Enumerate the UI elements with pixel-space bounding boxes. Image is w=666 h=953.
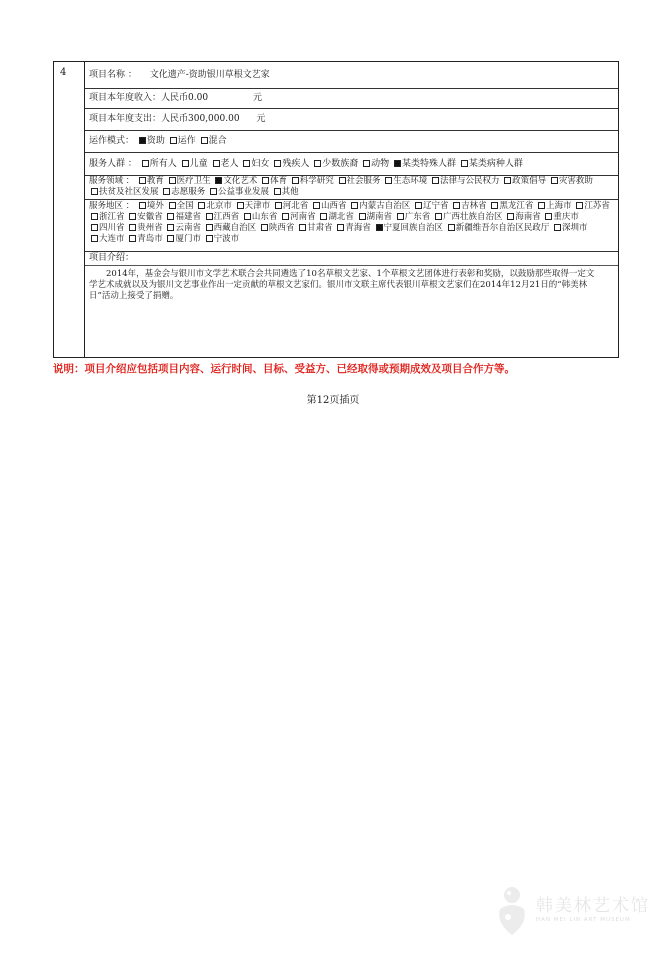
field-option-label: 社会服务 [346, 176, 381, 186]
region-option [204, 212, 240, 222]
field-checkbox[interactable] [432, 177, 439, 184]
region-option [235, 201, 271, 211]
region-option [395, 212, 431, 222]
region-option-label: 北京市 [206, 201, 232, 211]
field-checkbox[interactable] [504, 177, 511, 184]
field-checkbox[interactable] [292, 177, 299, 184]
expense-unit: 元 [256, 114, 266, 124]
region-option-label: 境外 [146, 201, 164, 211]
people-option [459, 159, 523, 169]
field-option [430, 176, 500, 186]
field-checkbox[interactable] [274, 188, 281, 195]
region-option [446, 223, 550, 233]
region-option-label: 天津市 [244, 201, 271, 211]
form-rows [85, 62, 618, 357]
people-option [211, 159, 239, 169]
region-option [489, 201, 533, 211]
mode-label: 运作模式： [89, 136, 135, 146]
field-option [502, 176, 546, 186]
field-option-label: 科学研究 [299, 176, 334, 186]
mode-checkbox-funding[interactable] [139, 137, 146, 144]
region-option-label: 大连市 [99, 234, 125, 244]
field-option-label: 扶贫及社区发展 [99, 187, 159, 197]
field-option-label: 其他 [281, 187, 299, 197]
region-checkbox[interactable] [337, 224, 344, 231]
region-option-label: 山东省 [251, 212, 278, 222]
regions-row [85, 199, 618, 252]
field-option-label: 志愿服务 [171, 187, 206, 197]
row-number: 4 [60, 67, 67, 78]
people-label: 服务人群 ： [89, 159, 137, 169]
region-checkbox[interactable] [320, 213, 327, 220]
field-option-label: 文化艺术 [223, 176, 258, 186]
region-option-label: 青岛市 [137, 234, 163, 244]
expense-row [85, 108, 618, 131]
people-checkbox[interactable] [142, 160, 149, 167]
field-option [383, 176, 427, 186]
expense-value: 人民币300,000.00 [161, 114, 240, 124]
region-option-label: 新疆维吾尔自治区民政厅 [455, 223, 550, 233]
region-option-label: 福建省 [175, 212, 201, 222]
field-checkbox[interactable] [339, 177, 346, 184]
field-option-label: 灾害救助 [558, 176, 593, 186]
field-option-label: 体育 [270, 176, 288, 186]
form-note: 说明：项目介绍应包括项目内容、运行时间、目标、受益方、已经取得或预期成效及项目合作方等。 [53, 363, 515, 375]
people-option-label: 少数族裔 [322, 159, 359, 169]
field-checkbox[interactable] [169, 177, 176, 184]
mode-option-label: 运作 [177, 136, 196, 146]
region-option-label: 河北省 [282, 201, 309, 211]
income-label: 项目本年度收入： [89, 93, 162, 103]
region-option-label: 青海省 [345, 223, 371, 233]
field-option [161, 187, 205, 197]
region-option [127, 223, 163, 233]
region-option [89, 234, 125, 244]
region-option-label: 贵州省 [137, 223, 163, 233]
region-option [318, 212, 354, 222]
region-option [89, 223, 125, 233]
region-option [374, 223, 444, 233]
region-checkbox[interactable] [237, 202, 244, 209]
field-checkbox[interactable] [139, 177, 146, 184]
regions-label: 服务地区 ： [89, 201, 135, 211]
region-checkbox[interactable] [129, 213, 136, 220]
region-option-label: 湖南省 [366, 212, 393, 222]
region-checkbox[interactable] [91, 224, 98, 231]
field-checkbox[interactable] [163, 188, 170, 195]
people-checkbox[interactable] [274, 160, 281, 167]
region-option [242, 212, 278, 222]
expense-label: 项目本年度支出： [89, 114, 162, 124]
region-option-label: 上海市 [546, 201, 572, 211]
region-option-label: 黑龙江省 [499, 201, 534, 211]
region-checkbox[interactable] [167, 224, 174, 231]
region-checkbox[interactable] [129, 224, 136, 231]
field-checkbox[interactable] [385, 177, 392, 184]
people-checkbox[interactable] [394, 160, 401, 167]
people-checkbox[interactable] [461, 160, 468, 167]
project-name-value: 文化遗产-资助银川草根文艺家 [149, 70, 270, 80]
income-value: 人民币0.00 [161, 93, 209, 103]
region-checkbox[interactable] [313, 202, 320, 209]
region-option [280, 212, 316, 222]
field-checkbox[interactable] [262, 177, 269, 184]
region-option [536, 201, 572, 211]
region-option [273, 201, 309, 211]
people-option-label: 妇女 [251, 159, 270, 169]
intro-label-row [85, 251, 618, 266]
field-checkbox[interactable] [215, 177, 222, 184]
region-option-label: 云南省 [175, 223, 201, 233]
region-checkbox[interactable] [275, 202, 282, 209]
region-option [335, 223, 371, 233]
field-option [337, 176, 381, 186]
region-option [543, 212, 579, 222]
region-option-label: 宁波市 [213, 234, 240, 244]
people-option-label: 儿童 [189, 159, 208, 169]
field-option-label: 公益事业发展 [217, 187, 269, 197]
region-checkbox[interactable] [299, 224, 306, 231]
region-option-label: 湖北省 [328, 212, 354, 222]
region-checkbox[interactable] [198, 202, 205, 209]
region-option-label: 浙江省 [99, 212, 125, 222]
region-option [165, 212, 201, 222]
region-option-label: 吉林省 [461, 201, 487, 211]
people-option [361, 159, 389, 169]
region-checkbox[interactable] [261, 224, 268, 231]
field-option [137, 176, 164, 186]
region-option [204, 234, 240, 244]
region-option [259, 223, 295, 233]
mode-row [85, 130, 618, 153]
museum-watermark [492, 881, 652, 941]
field-option-label: 生态环境 [393, 176, 428, 186]
region-checkbox[interactable] [91, 235, 98, 242]
region-checkbox[interactable] [206, 235, 213, 242]
region-option [451, 201, 487, 211]
field-option [549, 176, 593, 186]
region-option-label: 全国 [176, 201, 194, 211]
field-option-label: 教育 [146, 176, 164, 186]
region-checkbox[interactable] [206, 224, 213, 231]
region-option [196, 201, 232, 211]
field-option [290, 176, 334, 186]
region-checkbox[interactable] [206, 213, 213, 220]
people-option-label: 动物 [371, 159, 390, 169]
region-option [165, 223, 201, 233]
row-number-cell [54, 62, 85, 357]
project-form-table [53, 61, 619, 358]
region-checkbox[interactable] [139, 202, 146, 209]
region-checkbox[interactable] [376, 224, 383, 231]
region-option-label: 甘肃省 [307, 223, 333, 233]
region-checkbox[interactable] [167, 213, 174, 220]
region-option-label: 广西壮族自治区 [442, 212, 503, 222]
people-option [312, 159, 358, 169]
mode-checkbox-operation[interactable] [170, 137, 177, 144]
region-option-label: 海南省 [515, 212, 541, 222]
region-option-label: 广东省 [404, 212, 431, 222]
region-checkbox[interactable] [129, 235, 136, 242]
project-name-row [85, 62, 618, 89]
region-checkbox[interactable] [453, 202, 460, 209]
field-checkbox[interactable] [551, 177, 558, 184]
people-option [241, 159, 269, 169]
region-option [167, 201, 194, 211]
field-option [272, 187, 299, 197]
region-option [413, 201, 449, 211]
people-options [89, 158, 523, 170]
field-option [260, 176, 287, 186]
watermark-subtitle: HAN MEI LIN ART MUSEUM [536, 917, 631, 923]
people-checkbox[interactable] [314, 160, 321, 167]
region-checkbox[interactable] [91, 213, 98, 220]
region-checkbox[interactable] [244, 213, 251, 220]
region-option-label: 河南省 [290, 212, 316, 222]
people-checkbox[interactable] [243, 160, 250, 167]
field-option-label: 医疗卫生 [176, 176, 211, 186]
field-option-label: 政策倡导 [512, 176, 547, 186]
region-checkbox[interactable] [169, 202, 176, 209]
region-checkbox[interactable] [554, 224, 561, 231]
region-option-label: 厦门市 [175, 234, 201, 244]
region-checkbox[interactable] [415, 202, 422, 209]
people-checkbox[interactable] [182, 160, 189, 167]
region-option-label: 重庆市 [553, 212, 579, 222]
regions-options [89, 201, 615, 245]
region-option-label: 西藏自治区 [213, 223, 257, 233]
region-option [204, 223, 257, 233]
field-option [89, 187, 159, 197]
page-label: 第12页插页 [306, 395, 360, 406]
fields-label: 服务领域 ： [89, 176, 135, 186]
region-option [505, 212, 541, 222]
region-checkbox[interactable] [507, 213, 514, 220]
intro-label: 项目介绍： [89, 253, 135, 263]
region-option [357, 212, 393, 222]
people-row [85, 152, 618, 176]
people-option [272, 159, 309, 169]
fields-row [85, 175, 618, 200]
region-checkbox[interactable] [435, 213, 442, 220]
region-option-label: 山西省 [321, 201, 347, 211]
region-option [349, 201, 410, 211]
people-checkbox[interactable] [363, 160, 370, 167]
region-option [127, 212, 163, 222]
region-checkbox[interactable] [397, 213, 404, 220]
field-option [208, 187, 269, 197]
region-option-label: 深圳市 [561, 223, 588, 233]
region-option-label: 四川省 [99, 223, 125, 233]
region-option [433, 212, 503, 222]
region-checkbox[interactable] [545, 213, 552, 220]
project-name-label: 项目名称 ： [89, 70, 137, 80]
region-option-label: 安徽省 [137, 212, 163, 222]
region-option [574, 201, 610, 211]
region-option-label: 辽宁省 [422, 201, 449, 211]
people-option-label: 某类病种人群 [468, 159, 523, 169]
region-checkbox[interactable] [491, 202, 498, 209]
people-checkbox[interactable] [213, 160, 220, 167]
mode-option-label: 资助 [146, 136, 165, 146]
mode-checkbox-mixed[interactable] [201, 137, 208, 144]
region-option [311, 201, 347, 211]
region-checkbox[interactable] [359, 213, 366, 220]
region-option-label: 陕西省 [268, 223, 295, 233]
region-option [297, 223, 333, 233]
people-option-label: 某类特殊人群 [401, 159, 456, 169]
income-row [85, 88, 618, 109]
watermark-name: 韩美林艺术馆 [536, 896, 650, 916]
region-option [552, 223, 588, 233]
region-checkbox[interactable] [576, 202, 583, 209]
region-option [127, 234, 163, 244]
region-option-label: 江西省 [213, 212, 240, 222]
region-checkbox[interactable] [167, 235, 174, 242]
region-option [89, 212, 125, 222]
field-option [167, 176, 211, 186]
region-option-label: 宁夏回族自治区 [383, 223, 444, 233]
museum-logo-icon [492, 881, 532, 939]
people-option-label: 残疾人 [282, 159, 310, 169]
people-option-label: 所有人 [149, 159, 177, 169]
region-option-label: 江苏省 [584, 201, 610, 211]
fields-options [89, 176, 615, 198]
people-option-label: 老人 [220, 159, 239, 169]
field-option [213, 176, 257, 186]
region-checkbox[interactable] [282, 213, 289, 220]
mode-option-label: 混合 [208, 136, 227, 146]
income-unit: 元 [252, 93, 262, 103]
field-checkbox[interactable] [91, 188, 98, 195]
region-checkbox[interactable] [538, 202, 545, 209]
people-option [392, 159, 456, 169]
region-checkbox[interactable] [351, 202, 358, 209]
field-checkbox[interactable] [210, 188, 217, 195]
region-option [165, 234, 201, 244]
region-option [137, 201, 164, 211]
people-option [180, 159, 208, 169]
people-option [140, 159, 177, 169]
region-option-label: 内蒙古自治区 [359, 201, 411, 211]
region-checkbox[interactable] [448, 224, 455, 231]
field-option-label: 法律与公民权力 [439, 176, 500, 186]
intro-text: 2014年，基金会与银川市文学艺术联合会共同遴选了10名草根文艺家、1个草根文艺团体进行表彰和奖励，以鼓励那些取得一定文学艺术成就以及为银川文艺事业作出一定贡献的草根文艺家们。银川市文联主席代表银川草根文艺家们在2014年12月21日的“韩美林日”活动上接受了捐赠。 [89, 269, 595, 301]
